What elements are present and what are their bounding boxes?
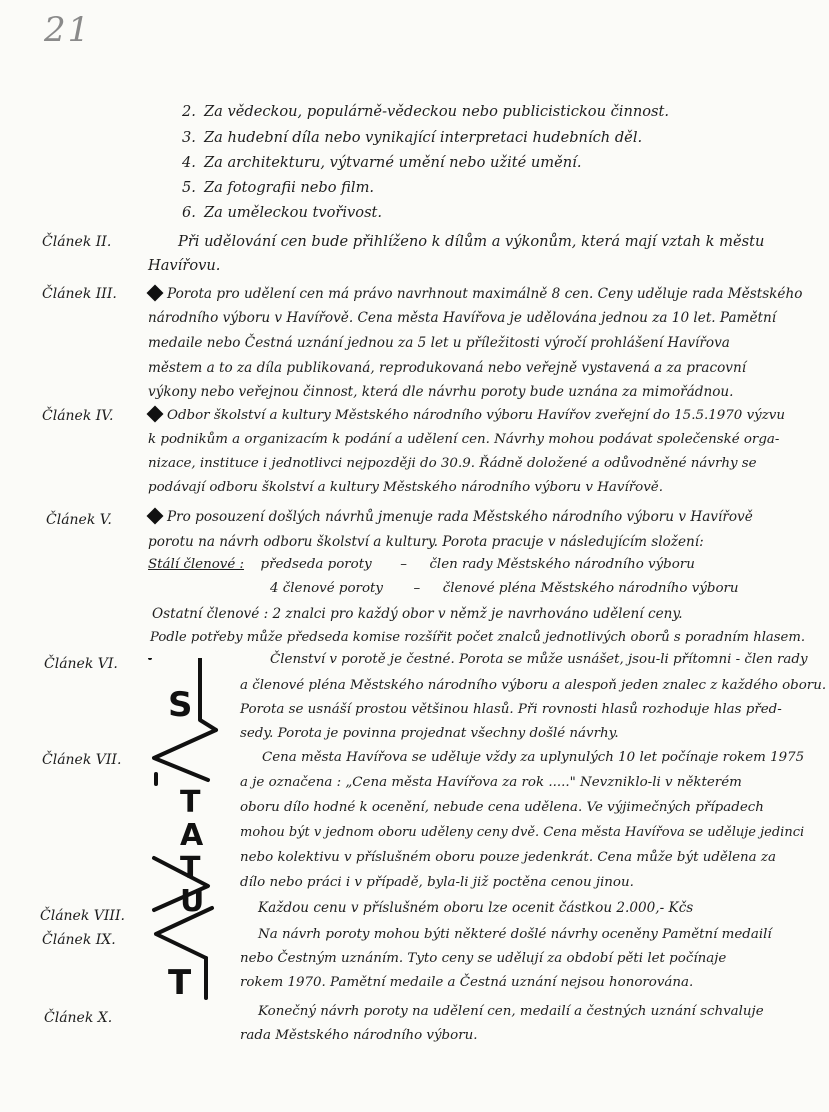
article-vii-line: Cena města Havířova se uděluje vždy za uplynulých 10 let počínaje rokem 1975 [262, 750, 805, 765]
as-needed-line: Podle potřeby může předseda komise rozšířit počet znalců jednotlivých oborů s poradním hlasem. [150, 630, 806, 645]
list-item-text: Za fotografii nebo film. [204, 179, 375, 196]
list-item [182, 126, 642, 150]
list-item-text: Za hudební díla nebo vynikající interpretaci hudebních děl. [204, 129, 643, 146]
list-item [182, 176, 374, 200]
article-iv-line: Odbor školství a kultury Městského národního výboru Havířov zveřejní do 15.5.1970 výzvu [146, 404, 785, 428]
article-x-line: rada Městského národního výboru. [240, 1028, 478, 1043]
list-item [182, 100, 669, 124]
stamp-letter-t: T [168, 963, 192, 1003]
jury-members-row [270, 577, 739, 601]
list-item-number: 2. [182, 103, 196, 120]
page-number: 21 [44, 10, 92, 50]
article-label-v: Článek V. [46, 512, 112, 528]
permanent-members-label: Stálí členové : [148, 557, 245, 572]
article-label-ix: Článek IX. [42, 932, 116, 948]
article-viii-line: Každou cenu v příslušném oboru lze ocenit částkou 2.000,- Kčs [258, 900, 694, 916]
stamp-letters-tatu: TATU [180, 785, 205, 919]
article-iii-line: výkony nebo veřejnou činnost, která dle návrhu poroty bude uznána za mimořádnou. [148, 384, 734, 400]
article-iii-line: národního výboru v Havířově. Cena města Havířova je udělována jednou za 10 let. Pamětní [148, 310, 777, 326]
article-vii-line: nebo kolektivu v příslušném oboru pouze jedenkrát. Cena může být udělena za [240, 850, 776, 865]
article-ix-line: nebo Čestným uznáním. Tyto ceny se udělují za období pěti let počínaje [240, 951, 727, 966]
dash: – [400, 557, 407, 572]
article-iv-line: nizace, instituce i jednotlivci nejpozději do 30.9. Řádně doložené a odůvodněné návrhy se [148, 456, 757, 471]
other-members-line: Ostatní členové : 2 znalci pro každý obor v němž je navrhováno udělení ceny. [152, 606, 683, 622]
article-v-line: Pro posouzení došlých návrhů jmenuje rada Městského národního výboru v Havířově [146, 505, 753, 529]
permanent-members-row [148, 553, 695, 577]
article-vii-line: mohou být v jednom oboru uděleny ceny dvě. Cena města Havířova se uděluje jedinci [240, 825, 805, 840]
bullet-diamond-icon [147, 285, 164, 302]
article-vi-line: sedy. Porota je povinna projednat všechny došlé návrhy. [240, 726, 619, 741]
article-label-iv: Článek IV. [42, 408, 114, 424]
article-vii-line: dílo nebo práci i v případě, byla-li již poctěna cenou jinou. [240, 875, 634, 890]
article-iv-line: k podnikům a organizacím k podání a udělení cen. Návrhy mohou podávat společenské orga- [148, 432, 780, 447]
stamp-letter-s: S [168, 685, 193, 725]
article-label-viii: Článek VIII. [40, 908, 125, 924]
list-item [182, 201, 382, 225]
list-item-number: 4. [182, 154, 196, 171]
bullet-diamond-icon [147, 406, 164, 423]
article-vi-line: a členové pléna Městského národního výboru a alespoň jeden znalec z každého oboru. [240, 678, 827, 693]
article-ii-line: Havířovu. [148, 257, 221, 274]
list-item-text: Za vědeckou, populárně-vědeckou nebo publicistickou činnost. [204, 103, 670, 120]
article-label-x: Článek X. [44, 1010, 113, 1026]
article-vi-line: Porota se usnáší prostou většinou hlasů. Při rovnosti hlasů rozhoduje hlas před- [240, 702, 782, 717]
jury-members-label: 4 členové poroty [270, 581, 383, 596]
article-label-vi: Článek VI. [44, 656, 118, 672]
article-iii-line: městem a to za díla publikovaná, reprodukovaná nebo veřejně vystavená a za pracovní [148, 360, 747, 376]
bullet-diamond-icon [147, 508, 164, 525]
article-label-vii: Článek VII. [42, 752, 122, 768]
article-iii-line: medaile nebo Čestná uznání jednou za 5 let u příležitosti výročí prohlášení Havířova [148, 335, 730, 351]
list-item-number: 5. [182, 179, 196, 196]
article-label-ii: Článek II. [42, 234, 112, 250]
article-vii-line: oboru dílo hodné k ocenění, nebude cena udělena. Ve výjimečných případech [240, 800, 764, 815]
article-x-line: Konečný návrh poroty na udělení cen, medailí a čestných uznání schvaluje [258, 1004, 764, 1019]
list-item-number: 6. [182, 204, 196, 221]
article-ix-line: rokem 1970. Pamětní medaile a Čestná uznání nejsou honorována. [240, 975, 694, 990]
jury-members-description: členové pléna Městského národního výboru [442, 581, 739, 596]
article-ix-line: Na návrh poroty mohou býti některé došlé návrhy oceněny Pamětní medailí [258, 927, 772, 942]
article-iv-line: podávají odboru školství a kultury Městského národního výboru v Havířově. [148, 480, 663, 495]
article-vi-line: Členství v porotě je čestné. Porota se může usnášet, jsou-li přítomni - člen rady [270, 652, 808, 667]
article-ii-line: Při udělování cen bude přihlíženo k dílům a výkonům, která mají vztah k městu [178, 233, 765, 250]
chairman-role: předseda poroty [260, 557, 372, 572]
article-vii-line: a je označena : „Cena města Havířova za rok ....." Nevzniklo-li v některém [240, 775, 742, 790]
article-label-iii: Článek III. [42, 286, 117, 302]
list-item [182, 151, 581, 175]
article-iii-line: Porota pro udělení cen má právo navrhnout maximálně 8 cen. Ceny uděluje rada Městského [146, 282, 802, 306]
list-item-number: 3. [182, 129, 196, 146]
article-v-line: porotu na návrh odboru školství a kultury. Porota pracuje v následujícím složení: [148, 534, 704, 550]
dash: – [413, 581, 421, 596]
list-item-text: Za uměleckou tvořivost. [204, 204, 383, 221]
list-item-text: Za architekturu, výtvarné umění nebo užité umění. [204, 154, 582, 171]
chairman-description: člen rady Městského národního výboru [429, 557, 695, 572]
